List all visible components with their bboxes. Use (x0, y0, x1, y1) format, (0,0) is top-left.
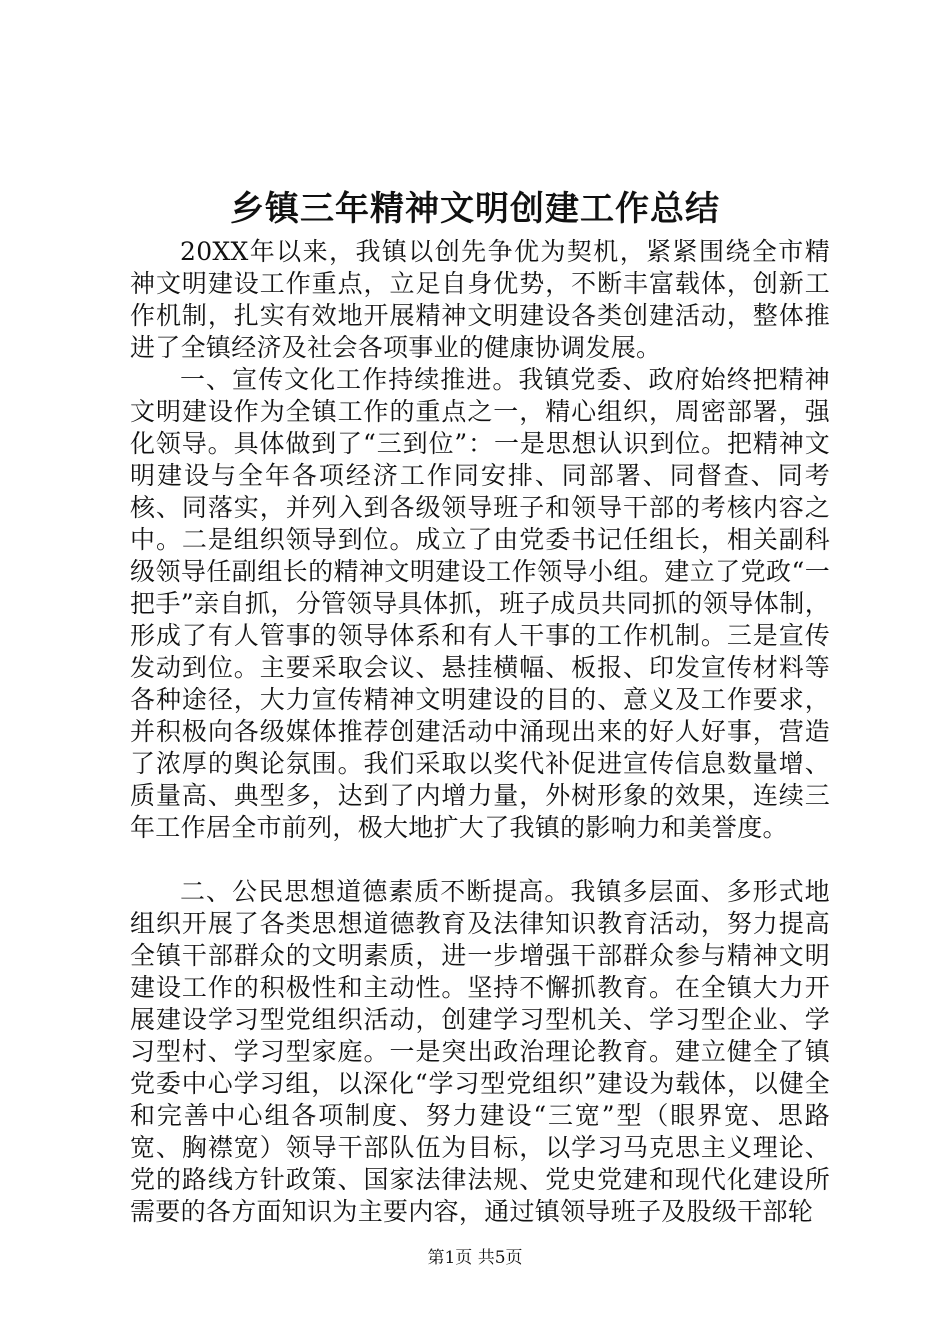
document-body (130, 236, 830, 1228)
document-title: 乡镇三年精神文明创建工作总结 (230, 189, 720, 229)
page-number-footer: 第1页 共5页 (427, 1248, 523, 1268)
paragraph-section-2: 二、公民思想道德素质不断提高。我镇多层面、多形式地组织开展了各类思想道德教育及法律知识教育活动，努力提高全镇干部群众的文明素质，进一步增强干部群众参与精神文明建设工作的积极性和主动性。坚持不懈抓教育。在全镇大力开展建设学习型党组织活动，创建学习型机关、学习型企业、学习型村、学习型家庭。一是突出政治理论教育。建立健全了镇党委中心学习组，以深化“学习型党组织”建设为载体，以健全和完善中心组各项制度、努力建设“三宽”型（眼界宽、思路宽、胸襟宽）领导干部队伍为目标，以学习马克思主义理论、党的路线方针政策、国家法律法规、党史党建和现代化建设所需要的各方面知识为主要内容，通过镇领导班子及股级干部轮 (130, 877, 830, 1226)
paragraph-intro: 20XX年以来，我镇以创先争优为契机，紧紧围绕全市精神文明建设工作重点，立足自身优势，不断丰富载体，创新工作机制，扎实有效地开展精神文明建设各类创建活动，整体推进了全镇经济及社会各项事业的健康协调发展。 (130, 237, 830, 362)
paragraph-section-1: 一、宣传文化工作持续推进。我镇党委、政府始终把精神文明建设作为全镇工作的重点之一，精心组织，周密部署，强化领导。具体做到了“三到位”：一是思想认识到位。把精神文明建设与全年各项经济工作同安排、同部署、同督查、同考核、同落实，并列入到各级领导班子和领导干部的考核内容之中。二是组织领导到位。成立了由党委书记任组长，相关副科级领导任副组长的精神文明建设工作领导小组。建立了党政“一把手”亲自抓，分管领导具体抓，班子成员共同抓的领导体制，形成了有人管事的领导体系和有人干事的工作机制。三是宣传发动到位。主要采取会议、悬挂横幅、板报、印发宣传材料等各种途径，大力宣传精神文明建设的目的、意义及工作要求，并积极向各级媒体推荐创建活动中涌现出来的好人好事，营造了浓厚的舆论氛围。我们采取以奖代补促进宣传信息数量增、质量高、典型多，达到了内增力量，外树形象的效果，连续三年工作居全市前列，极大地扩大了我镇的影响力和美誉度。 (130, 365, 830, 842)
